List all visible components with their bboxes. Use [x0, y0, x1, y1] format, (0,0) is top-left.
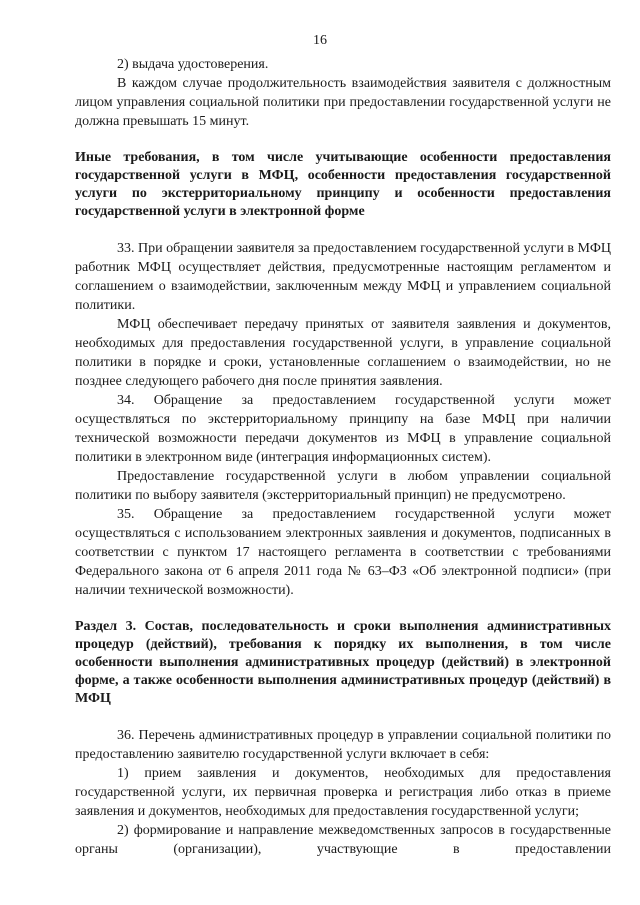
paragraph: 1) прием заявления и документов, необходимых для предоставления государственной услуги, их первичная проверка и регистрация либо отказ в приеме заявления и документов, необходимых для предоставления государственной услуги; — [75, 766, 611, 819]
paragraph: 36. Перечень административных процедур в управлении социальной политики по предоставлению заявителю государственной услуги включает в себя: — [75, 728, 611, 762]
paragraph: МФЦ обеспечивает передачу принятых от заявителя заявления и документов, необходимых для предоставления государственной услуги, в управление социальной политики в порядке и сроки, установленные соглашением о взаимодействии, но не позднее следующего рабочего дня после принятия заявления. — [75, 317, 611, 389]
paragraph: 34. Обращение за предоставлением государственной услуги может осуществляться по экстерриториальному принципу на базе МФЦ при наличии технической возможности передачи документов из МФЦ в управление социальной политики в электронном виде (интеграция информационных систем). — [75, 393, 611, 465]
document-body — [75, 55, 611, 859]
paragraph: 33. При обращении заявителя за предоставлением государственной услуги в МФЦ работник МФЦ осуществляет действия, предусмотренные настоящим регламентом и соглашением о взаимодействии, заключенным между МФЦ и управлением социальной политики. — [75, 241, 611, 313]
paragraph: 2) выдача удостоверения. — [117, 57, 269, 72]
paragraph: 35. Обращение за предоставлением государственной услуги может осуществляться с использованием электронных заявления и документов, подписанных в соответствии с пунктом 17 настоящего регламента в соответствии с требованиями Федерального закона от 6 апреля 2011 года № 63–ФЗ «Об электронной подписи» (при наличии технической возможности). — [75, 507, 611, 598]
paragraph: В каждом случае продолжительность взаимодействия заявителя с должностным лицом управления социальной политики при предоставлении государственной услуги не должна превышать 15 минут. — [75, 76, 611, 129]
paragraph: 2) формирование и направление межведомственных запросов в государственные органы (организации), участвующие в предоставлении — [75, 823, 611, 857]
page-number: 16 — [313, 33, 327, 48]
paragraph: Предоставление государственной услуги в любом управлении социальной политики по выбору заявителя (экстерриториальный принцип) не предусмотрено. — [75, 469, 611, 503]
section-heading: Раздел 3. Состав, последовательность и сроки выполнения административных процедур (действий), требования к порядку их выполнения, в том числе особенности выполнения административных процедур (действий) в электронной форме, а также особенности выполнения административных процедур (действий) в МФЦ — [75, 619, 611, 706]
section-heading: Иные требования, в том числе учитывающие особенности предоставления государственной услуги в МФЦ, особенности предоставления государственной услуги по экстерриториальному принципу и особенности предоставления государственной услуги в электронной форме — [75, 150, 611, 219]
